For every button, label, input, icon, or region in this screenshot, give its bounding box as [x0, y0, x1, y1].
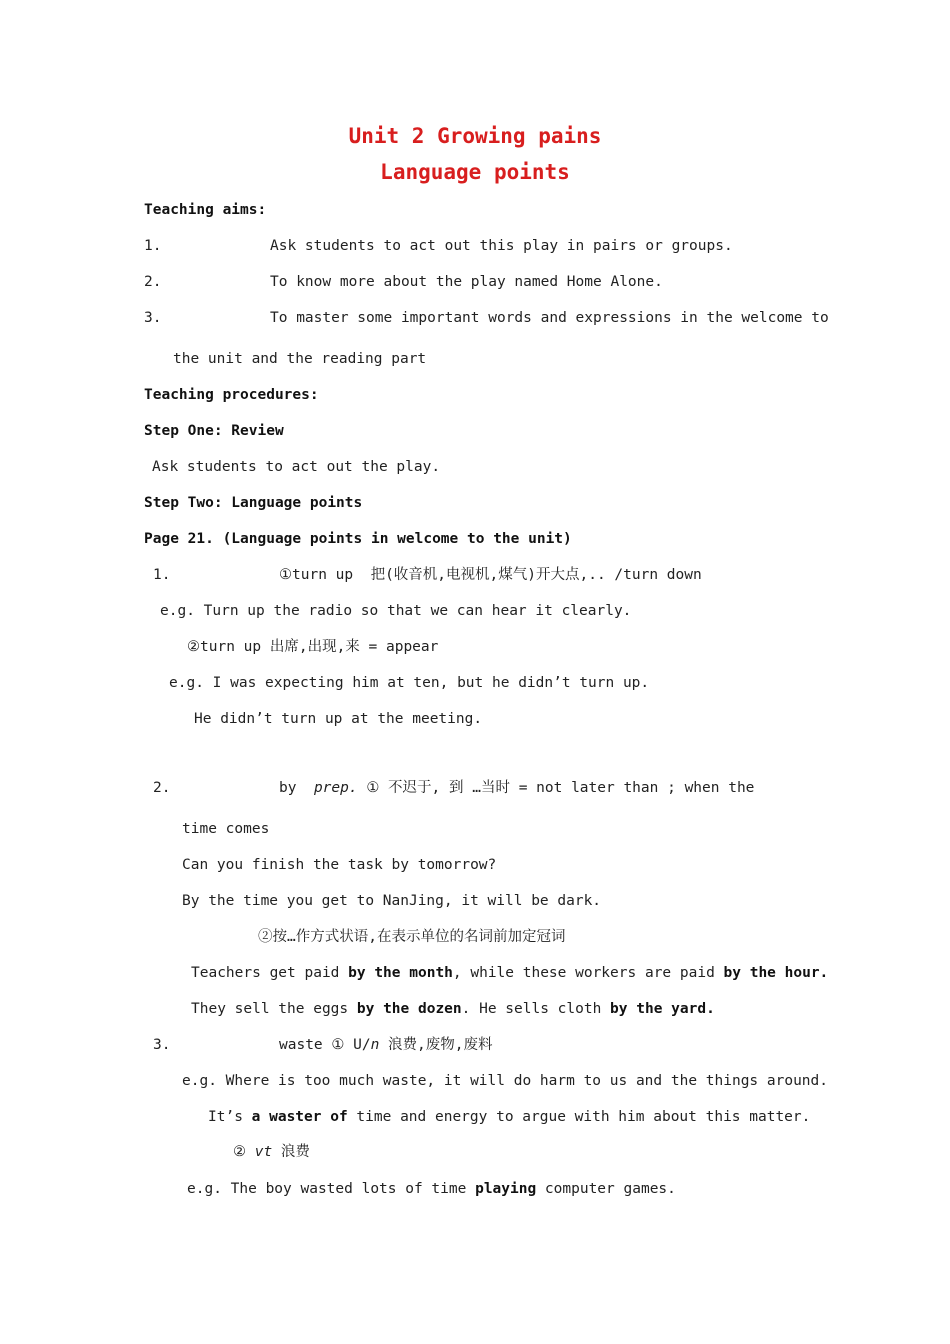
definition-text: ① 不迟于, 到 …当时 = not later than ; when the: [357, 780, 755, 796]
bold-phrase: by the hour.: [723, 965, 829, 981]
bold-phrase: playing: [475, 1181, 537, 1197]
aim-text-continued: the unit and the reading part: [173, 351, 427, 367]
text-run: 浪费: [272, 1144, 310, 1160]
text-run: waste ① U/: [279, 1037, 371, 1053]
text-run: It’s: [208, 1109, 252, 1125]
example-sentence: [187, 1179, 676, 1199]
example-sentence: By the time you get to NanJing, it will be dark.: [182, 893, 602, 909]
aim-number: 2.: [144, 274, 162, 290]
aim-number: 3.: [144, 310, 162, 326]
keyword: by: [279, 780, 297, 796]
doc-subtitle: Language points: [380, 160, 570, 184]
step-two-heading: Step Two: Language points: [144, 495, 363, 511]
teaching-procedures-heading: Teaching procedures:: [144, 387, 319, 403]
example-sentence: [191, 963, 828, 983]
text-run: Teachers get paid: [191, 965, 349, 981]
text-run: computer games.: [536, 1181, 676, 1197]
point-number: 3.: [153, 1037, 171, 1053]
text-run: time and energy to argue with him about this matter.: [347, 1109, 811, 1125]
text-run: . He sells cloth: [461, 1001, 611, 1017]
bold-phrase: by the dozen: [356, 1001, 462, 1017]
step-one-text: Ask students to act out the play.: [152, 459, 441, 475]
aim-text: To master some important words and expressions in the welcome to: [270, 310, 829, 326]
example-sentence: Can you finish the task by tomorrow?: [182, 857, 497, 873]
point-number: 1.: [153, 567, 171, 583]
teaching-aims-heading: Teaching aims:: [144, 202, 267, 218]
example-sentence: e.g. Where is too much waste, it will do harm to us and the things around.: [182, 1073, 829, 1089]
point-definition: ①turn up 把(收音机,电视机,煤气)开大点,.. /turn down: [279, 567, 702, 583]
bold-phrase: a waster of: [251, 1109, 348, 1125]
definition-continued: time comes: [182, 821, 270, 837]
example-sentence: e.g. Turn up the radio so that we can hear it clearly.: [160, 603, 632, 619]
example-sentence: e.g. I was expecting him at ten, but he didn’t turn up.: [169, 675, 650, 691]
bold-phrase: by the yard.: [610, 1001, 715, 1017]
text-run: They sell the eggs: [191, 1001, 357, 1017]
bold-phrase: by the month: [348, 965, 453, 981]
part-of-speech: n: [370, 1037, 380, 1053]
text-run: ②: [233, 1144, 255, 1160]
point-definition: ②turn up 出席,出现,来 = appear: [187, 639, 439, 655]
part-of-speech: vt: [254, 1144, 273, 1160]
text-run: 浪费,废物,废料: [379, 1037, 493, 1053]
example-sentence: [208, 1107, 810, 1127]
example-sentence: [191, 999, 715, 1019]
point-definition: [279, 1035, 493, 1055]
example-sentence: He didn’t turn up at the meeting.: [194, 711, 483, 727]
point-number: 2.: [153, 780, 171, 796]
text-run: e.g. The boy wasted lots of time: [187, 1181, 476, 1197]
part-of-speech: prep.: [313, 780, 358, 796]
aim-text: Ask students to act out this play in pairs or groups.: [270, 238, 733, 254]
step-one-heading: Step One: Review: [144, 423, 284, 439]
point-definition: [279, 778, 754, 798]
doc-title: Unit 2 Growing pains: [348, 124, 602, 148]
point-definition: [233, 1142, 310, 1162]
aim-text: To know more about the play named Home Alone.: [270, 274, 663, 290]
aim-number: 1.: [144, 238, 162, 254]
text-run: , while these workers are paid: [452, 965, 724, 981]
point-definition: ②按…作方式状语,在表示单位的名词前加定冠词: [258, 929, 566, 945]
page-heading: Page 21. (Language points in welcome to the unit): [144, 531, 572, 547]
